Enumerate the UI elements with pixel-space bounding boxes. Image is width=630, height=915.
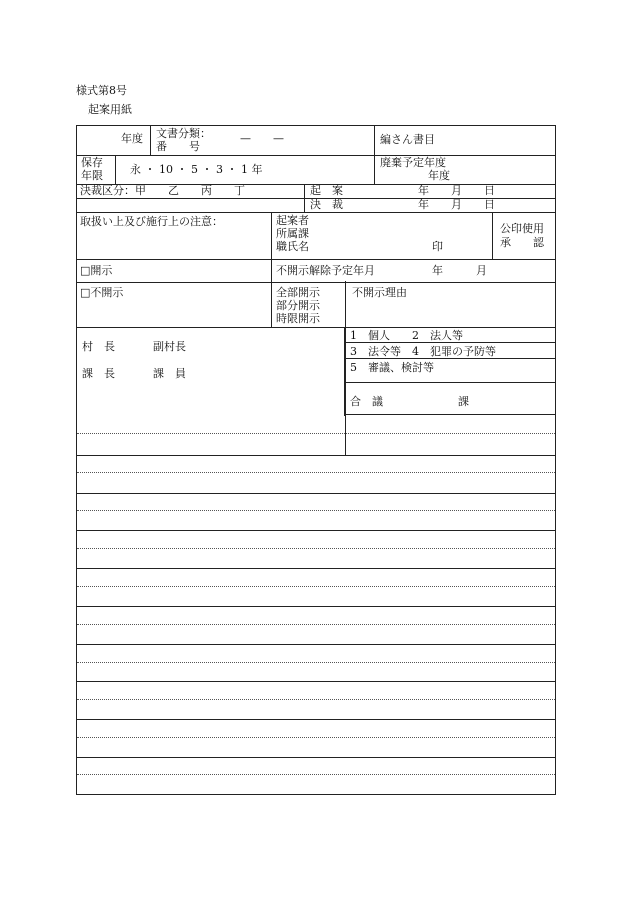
section-label: 課	[458, 395, 469, 408]
staff-label: 課 員	[153, 367, 186, 380]
doc-class-label: 文書分類：	[156, 127, 211, 140]
handling-notes-label: 取扱い上及び施行上の注意：	[80, 215, 223, 228]
fiscal-year-label: 年度	[121, 132, 143, 145]
retention-values: 永 ・ 10 ・ 5 ・ 3 ・ 1 年	[130, 163, 263, 176]
reason-1: 1 個人 2 法人等	[350, 329, 463, 342]
deputy-mayor-label: 副村長	[153, 340, 186, 353]
timed-disclosure: 時限開示	[276, 312, 320, 325]
name-label: 職氏名	[276, 240, 309, 253]
release-label: 不開示解除予定年月	[276, 264, 375, 277]
doc-class-dashes: — —	[240, 132, 284, 145]
nondisclosure-reason-label: 不開示理由	[352, 286, 407, 299]
release-date: 年 月	[432, 264, 487, 277]
drafter-label: 起案者	[276, 214, 309, 227]
compilation-label: 編さん書目	[380, 133, 435, 146]
official-seal-label-1: 公印使用	[500, 222, 544, 235]
reason-2: 3 法令等 4 犯罪の予防等	[350, 345, 496, 358]
consultation-label: 合 議	[350, 395, 383, 408]
form-number: 様式第8号	[76, 84, 127, 97]
department-label: 所属課	[276, 227, 309, 240]
draft-date: 年 月 日	[418, 184, 495, 197]
full-disclosure: 全部開示	[276, 286, 320, 299]
retention-label-1: 保存	[81, 156, 103, 169]
seal-label: 印	[432, 240, 443, 253]
mayor-label: 村 長	[82, 340, 115, 353]
disposal-year: 年度	[428, 169, 450, 182]
approve-date: 年 月 日	[418, 198, 495, 211]
form-title: 起案用紙	[88, 103, 132, 116]
decision-class: 決裁区分：甲 乙 丙 丁	[80, 184, 245, 197]
official-seal-label-2: 承 認	[500, 236, 544, 249]
reason-3: 5 審議、検討等	[350, 361, 434, 374]
approve-label: 決 裁	[310, 198, 343, 211]
retention-label-2: 年限	[81, 169, 103, 182]
number-label: 番 号	[156, 140, 200, 153]
disclosure-checkbox[interactable]: □開示	[80, 264, 113, 277]
nondisclosure-checkbox[interactable]: □不開示	[80, 286, 124, 299]
draft-label: 起 案	[310, 184, 343, 197]
disposal-label: 廃棄予定年度	[380, 156, 446, 169]
section-chief-label: 課 長	[82, 367, 115, 380]
partial-disclosure: 部分開示	[276, 299, 320, 312]
